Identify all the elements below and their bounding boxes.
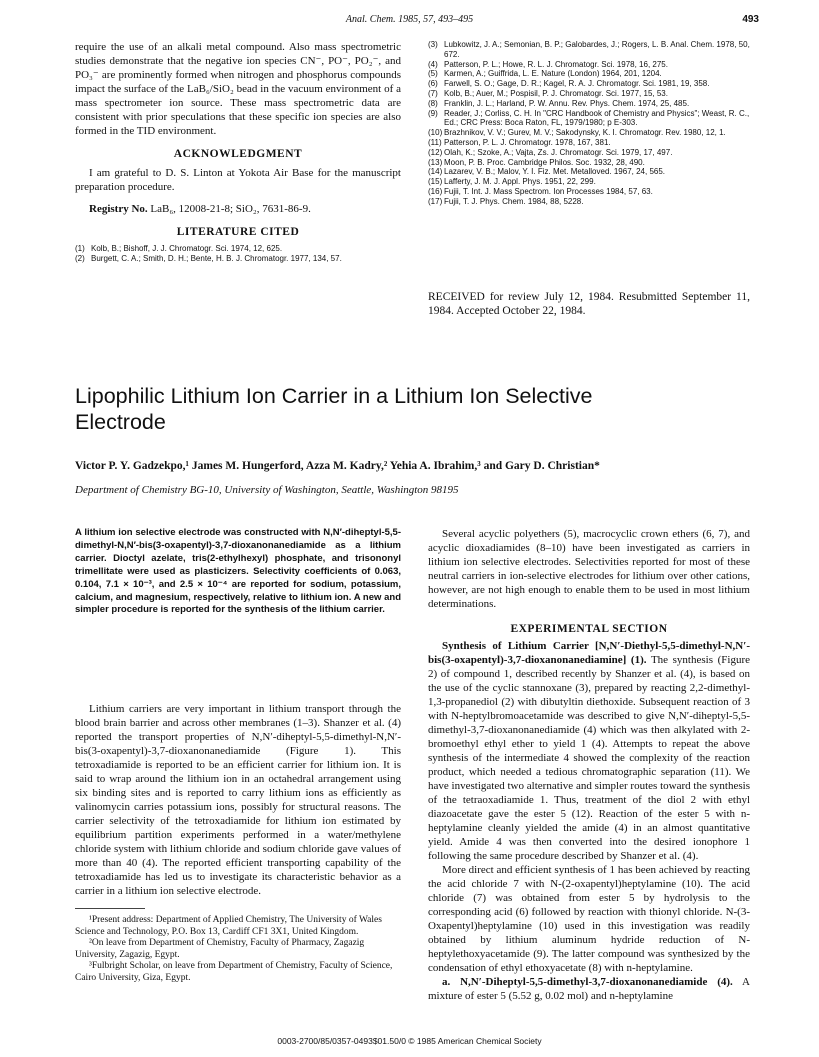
reference-text: Franklin, J. L.; Harland, P. W. Annu. Rev. Phys. Chem. 1974, 25, 485.	[444, 98, 690, 108]
reference-text: Patterson, P. L.; Howe, R. L. J. Chromatogr. Sci. 1978, 16, 275.	[444, 59, 668, 69]
reference-text: Kolb, B.; Bishoff, J. J. Chromatogr. Sci. 1974, 12, 625.	[91, 244, 283, 253]
reference-item	[428, 60, 750, 70]
reference-item	[428, 109, 750, 129]
synthesis-heading: Synthesis of Lithium Carrier [N,N′-Diethyl-5,5-dimethyl-N,N′-bis(3-oxapentyl)-3,7-dioxanonanediamine] (1).	[428, 640, 750, 666]
reference-number: (14)	[428, 167, 443, 177]
reference-item	[428, 187, 750, 197]
reference-number: (13)	[428, 157, 443, 167]
footnote-rule	[75, 908, 145, 909]
reference-text: Burgett, C. A.; Smith, D. H.; Bente, H. B. J. Chromatogr. 1977, 134, 57.	[91, 253, 342, 263]
reference-item	[428, 158, 750, 168]
acknowledgment-heading: ACKNOWLEDGMENT	[173, 148, 303, 160]
registry-label: Registry No.	[89, 203, 148, 215]
footnote-2: ²On leave from Department of Chemistry, Faculty of Pharmacy, Zagazig University, Zagazig, Egypt.	[75, 938, 365, 960]
article-title: Lipophilic Lithium Ion Carrier in a Lithium Ion Selective Electrode	[75, 384, 593, 434]
reference-number: (11)	[428, 137, 442, 147]
synthesis-paragraph-1	[428, 639, 750, 863]
registry-text: LaB₆, 12008-21-8; SiO₂, 7631-86-9.	[150, 203, 311, 215]
reference-number: (5)	[428, 69, 438, 79]
reference-item	[428, 177, 750, 187]
intro-paragraph-2: Several acyclic polyethers (5), macrocyclic crown ethers (6, 7), and acyclic dioxadiamides (8–10) have been investigated as carriers in lithium ion selective electrodes. Selectivities reported for most of these neutral carriers in ion-selective electrodes for lithium over other cations, however, are not high enough to enable them to be used in most lithium determinations.	[428, 528, 750, 610]
footnote-3: ³Fulbright Scholar, on leave from Department of Chemistry, Faculty of Science, Cairo University, Giza, Egypt.	[75, 961, 393, 983]
article-right-column	[428, 527, 750, 1003]
refs-right-list	[428, 40, 750, 207]
synthesis-text-1: The synthesis (Figure 2) of compound 1, described recently by Shanzer et al. (4), is based on the use of the cyclic stannoxane (3), prepared by reacting 2,2-dimethyl-1,3-propanediol (2) with dibutyltin diethoxide. Subsequent reaction of 3 with N-heptylbromoacetamide was described to give N,N′-diheptyl-5,5-dimethyl-3,7-dioxanonanediamide (4) which was then alkylated with 2-bromoethyl ethyl ether to yield 1 (4). Attempts to repeat the above synthesis of the intermediate 4 showed the complexity of the reaction product, which needed a tedious chromatographic separation (11). We have investigated two alternative and simpler routes toward the synthesis of the tetraoxadiamide 1. Thus, treatment of the diol 2 with ethyl diazoacetate gave the ester 5 (12). Reaction of the ester 5 with n-heptylamine cleanly yielded the amide (4) in an almost quantitative yield. Amide 4 was then converted into the desired ionophore 1 following the same procedure described by Shanzer et al. (4).	[428, 654, 750, 862]
reference-number: (9)	[428, 108, 438, 118]
synthesis-paragraph-2: More direct and efficient synthesis of 1 has been achieved by reacting the acid chloride 7 with N-(2-oxapentyl)heptylamine (10). The acid chloride (7) was obtained from ester 5 by hydrolysis to the corresponding acid (6) followed by reaction with thionyl chloride. N-(3-Oxapentyl)heptylamine (10) used in this investigation was readily obtained by lithium aluminum hydride reduction of N-heptylethoxyacetamide (9). The latter compound was synthesized by the condensation of ethyl ethoxyacetate (8) with n-heptylamine.	[428, 864, 750, 974]
footnotes	[75, 915, 401, 984]
reference-text: Brazhnikov, V. V.; Gurev, M. V.; Sakodynsky, K. I. Chromatogr. Rev. 1980, 12, 1.	[444, 128, 726, 138]
prev-article-left-column	[75, 40, 401, 264]
article-title-block	[75, 383, 675, 435]
experimental-heading: EXPERIMENTAL SECTION	[510, 623, 668, 635]
reference-number: (1)	[75, 244, 85, 253]
reference-text: Moon, P. B. Proc. Cambridge Philos. Soc. 1932, 28, 490.	[444, 157, 645, 167]
reference-number: (17)	[428, 196, 443, 206]
received-dates: RECEIVED for review July 12, 1984. Resubmitted September 11, 1984. Accepted October 22, 1984.	[428, 291, 750, 317]
literature-cited-heading: LITERATURE CITED	[176, 226, 300, 238]
subsection-a-text: A mixture of ester 5 (5.52 g, 0.02 mol) and n-heptylamine	[428, 976, 750, 1002]
reference-item	[428, 40, 750, 60]
page-number: 493	[742, 14, 759, 25]
reference-number: (10)	[428, 128, 443, 138]
reference-item	[75, 254, 401, 264]
reference-number: (16)	[428, 186, 443, 196]
reference-text: Fujii, T. J. Phys. Chem. 1984, 88, 5228.	[444, 196, 584, 206]
reference-item	[428, 128, 750, 138]
reference-number: (3)	[428, 40, 438, 49]
reference-text: Farwell, S. O.; Gage, D. R.; Kagel, R. A. J. Chromatogr. Sci. 1981, 19, 358.	[444, 79, 710, 89]
reference-number: (6)	[428, 79, 438, 89]
reference-item	[428, 138, 750, 148]
reference-text: Olah, K.; Szoke, A.; Vajta, Zs. J. Chromatogr. Sci. 1979, 17, 497.	[444, 147, 673, 157]
author-affiliation: Department of Chemistry BG-10, University of Washington, Seattle, Washington 98195	[75, 484, 459, 496]
abstract: A lithium ion selective electrode was constructed with N,N′-diheptyl-5,5-dimethyl-N,N′-bis(3-oxapentyl)-3,7-dioxanonanediamide as a lithium carrier. Dioctyl azelate, tris(2-ethylhexyl) phosphate, and trisononyl trimellitate were used as plasticizers. Selectivity coefficients of 0.063, 0.104, 7.1 × 10⁻³, and 2.5 × 10⁻⁴ are reported for sodium, potassium, calcium, and magnesium, respectively, relative to lithium ion. A new and simpler procedure is reported for the synthesis of the lithium carrier.	[75, 527, 401, 616]
subsection-a-paragraph	[428, 975, 750, 1003]
article-left-column	[75, 527, 401, 984]
page-footer: 0003-2700/85/0357-0493$01.50/0 © 1985 American Chemical Society	[277, 1036, 542, 1046]
prev-article-closing-paragraph: require the use of an alkali metal compound. Also mass spectrometric studies demonstrate that the negative ion species CN⁻, PO⁻, PO₂⁻, and PO₃⁻ are prominently formed when nitrogen and phosphorus compounds impact the surface of the LaB₆/SiO₂ bead in the vacuum environment of a mass spectrometer ion source. These mass spectrometric data are consistent with prior speculations that these specific ion species are also formed in the TID environment.	[75, 41, 401, 137]
reference-item	[428, 148, 750, 158]
reference-number: (2)	[75, 253, 85, 263]
running-head: Anal. Chem. 1985, 57, 493–495	[345, 14, 474, 25]
footnote-1: ¹Present address: Department of Applied Chemistry, The University of Wales Science and Technology, P.O. Box 13, Cardiff CF1 3X1, United Kingdom.	[75, 915, 382, 937]
reference-text: Lubkowitz, J. A.; Semonian, B. P.; Galobardes, J.; Rogers, L. B. Anal. Chem. 1978, 50, 672.	[444, 40, 750, 59]
reference-text: Kolb, B.; Auer, M.; Pospisil, P. J. Chromatogr. Sci. 1977, 15, 53.	[444, 88, 668, 98]
reference-number: (8)	[428, 98, 438, 108]
reference-item	[428, 79, 750, 89]
reference-text: Reader, J.; Corliss, C. H. In "CRC Handbook of Chemistry and Physics"; Weast, R. C., Ed.; CRC Press: Boca Raton, FL, 1979/1980; p E-303.	[444, 108, 750, 128]
reference-text: Patterson, P. L. J. Chromatogr. 1978, 167, 381.	[444, 137, 611, 147]
acknowledgment-text: I am grateful to D. S. Linton at Yokota Air Base for the manuscript preparation procedure.	[75, 167, 401, 193]
reference-number: (15)	[428, 177, 443, 187]
refs-left-list	[75, 244, 401, 264]
reference-text: Lazarev, V. B.; Malov, Y. I. Fiz. Met. Metalloved. 1967, 24, 565.	[444, 167, 666, 177]
intro-paragraph-1: Lithium carriers are very important in lithium transport through the blood brain barrier and across other membranes (1–3). Shanzer et al. (4) reported the transport properties of N,N′-diheptyl-5,5-dimethyl-N,N′-bis(3-oxapentyl)-3,7-dioxanonanediamide (Figure 1). This tetroxadiamide is reported to be an efficient carrier for lithium ion. It is said to wrap around the lithium ion in an octahedral arrangement using six binding sites and is reported to carry lithium ions as efficiently as valinomycin carries potassium ions, possibly for structural reasons. The carrier selectivity of the tetroxadiamide for lithium ion estimated by equilibrium partition experiments performed in a water/methylene chloride system with lithium chloride and sodium chloride gave values of more than 40 (4). The reported efficient transporting capability of the tetroxadiamide has led us to investigate its characteristic behavior as a carrier in a lithium ion selective electrode.	[75, 703, 401, 898]
author-list: Victor P. Y. Gadzekpo,¹ James M. Hungerford, Azza M. Kadry,² Yehia A. Ibrahim,³ and Gary D. Christian*	[75, 460, 600, 472]
reference-item	[428, 167, 750, 177]
reference-number: (4)	[428, 59, 438, 69]
reference-item	[428, 197, 750, 207]
registry-numbers	[75, 202, 401, 216]
reference-number: (12)	[428, 147, 443, 157]
reference-item	[75, 244, 401, 254]
reference-text: Karmen, A.; Guiffrida, L. E. Nature (London) 1964, 201, 1204.	[444, 69, 662, 79]
reference-item	[428, 69, 750, 79]
reference-item	[428, 99, 750, 109]
subsection-a-heading: a. N,N′-Diheptyl-5,5-dimethyl-3,7-dioxanonanediamide (4).	[442, 976, 733, 988]
reference-number: (7)	[428, 88, 438, 98]
reference-text: Lafferty, J. M. J. Appl. Phys. 1951, 22, 299.	[444, 177, 596, 187]
reference-item	[428, 89, 750, 99]
reference-text: Fujii, T. Int. J. Mass Spectrom. Ion Processes 1984, 57, 63.	[444, 186, 653, 196]
